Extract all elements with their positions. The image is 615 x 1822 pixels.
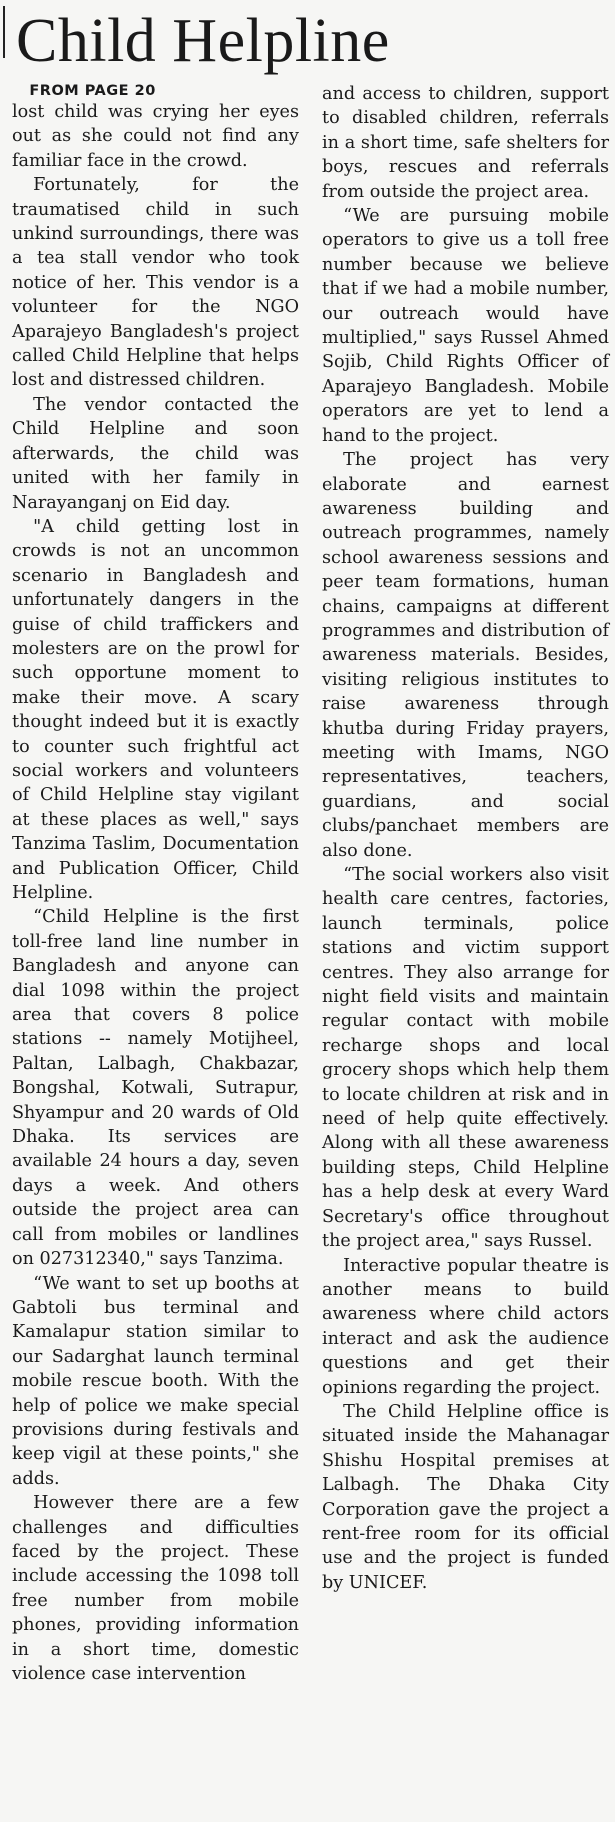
column-left [12, 82, 299, 1686]
continued-from-kicker: FROM PAGE 20 [29, 83, 156, 99]
paragraph: Fortunately, for the traumatised child in such unkind surroundings, there was a tea stall vendor who took notice of her. This vendor is a volunteer for the NGO Aparajeyo Bangladesh's project called Child Helpline that helps lost and distressed children. [12, 175, 299, 391]
paragraph: "A child getting lost in crowds is not an uncommon scenario in Bangladesh and unfortunately dangers in the guise of child traffickers and molesters are on the prowl for such opportune moment to make their move. A scary thought indeed but it is exactly to counter such frightful act social workers and volunteers of Child Helpline stay vigilant at these places as well," says Tanzima Taslim, Documentation and Publication Officer, Child Helpline. [12, 516, 299, 903]
headline-rule [3, 6, 5, 58]
column-right [322, 82, 609, 1686]
paragraph: “The social workers also visit health care centres, factories, launch terminals, police stations and victim support centres. They also arrange for night field visits and maintain regular contact with mobile recharge shops and local grocery shops which help them to locate children at risk and in need of help quite effectively. Along with all these awareness building steps, Child Helpline has a help desk at every Ward Secretary's office throughout the project area," says Russel. [322, 865, 609, 1252]
article-body [12, 82, 609, 1686]
paragraph: and access to children, support to disabled children, referrals in a short time, safe shelters for boys, rescues and referrals from outside the project area. [322, 84, 609, 202]
paragraph: “Child Helpline is the first toll-free land line number in Bangladesh and anyone can dial 1098 within the project area that covers 8 police stations -- namely Motijheel, Paltan, Lalbagh, Chakbazar, Bongshal, Kotwali, Sutrapur, Shyampur and 20 wards of Old Dhaka. Its services are available 24 hours a day, seven days a week. And others outside the project area can call from mobiles or landlines on 027312340," says Tanzima. [12, 907, 299, 1270]
paragraph: “We want to set up booths at Gabtoli bus terminal and Kamalapur station similar to our Sadarghat launch terminal mobile rescue booth. With the help of police we make special provisions during festivals and keep vigil at these points," she adds. [12, 1273, 299, 1489]
paragraph: “We are pursuing mobile operators to give us a toll free number because we believe that if we had a mobile number, our outreach would have multiplied," says Russel Ahmed Sojib, Child Rights Officer of Aparajeyo Bangladesh. Mobile operators are yet to lend a hand to the project. [322, 206, 609, 446]
article-headline: Child Helpline [16, 7, 390, 75]
paragraph: The Child Helpline office is situated inside the Mahanagar Shishu Hospital premises at Lalbagh. The Dhaka City Corporation gave the project a rent-free room for its official use and the project is funded by UNICEF. [322, 1401, 609, 1593]
paragraph: The vendor contacted the Child Helpline and soon afterwards, the child was united with her family in Narayanganj on Eid day. [12, 394, 299, 513]
paragraph: lost child was crying her eyes out as she could not find any familiar face in the crowd. [12, 102, 299, 171]
paragraph: However there are a few challenges and difficulties faced by the project. These include accessing the 1098 toll free number from mobile phones, providing information in a short time, domestic violence case intervention [12, 1493, 299, 1684]
paragraph: Interactive popular theatre is another means to build awareness where child actors interact and ask the audience questions and get their opinions regarding the project. [322, 1255, 609, 1398]
paragraph: The project has very elaborate and earnest awareness building and outreach programmes, namely school awareness sessions and peer team formations, human chains, campaigns at different programmes and distribution of awareness materials. Besides, visiting religious institutes to raise awareness through khutba during Friday prayers, meeting with Imams, NGO representatives, teachers, guardians, and social clubs/panchaet members are also done. [322, 450, 609, 861]
